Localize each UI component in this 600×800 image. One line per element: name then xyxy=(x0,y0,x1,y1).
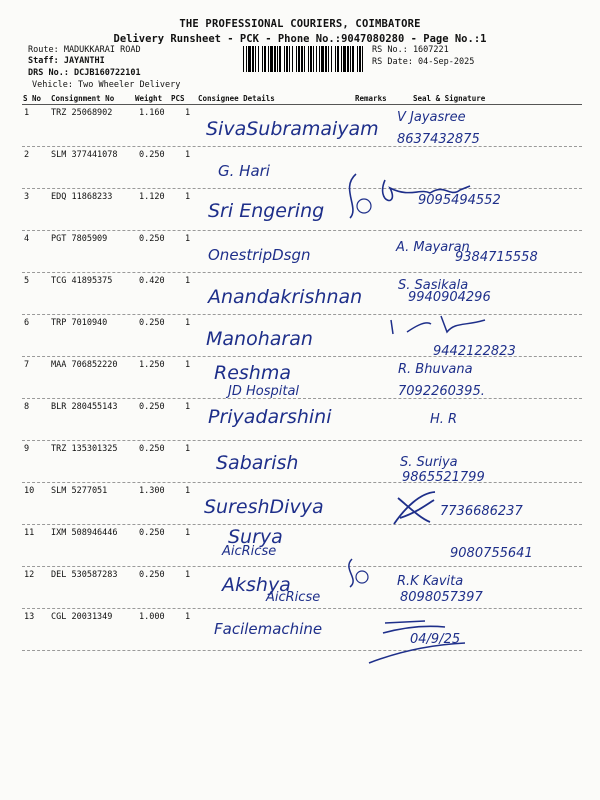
row-consignment-no: EDQ 11868233 xyxy=(51,192,113,202)
row-pcs: 1 xyxy=(185,234,191,244)
row-weight: 0.250 xyxy=(139,444,165,454)
row-receiver-phone-handwritten: 7736686237 xyxy=(440,504,523,519)
row-weight: 0.250 xyxy=(139,150,165,160)
rs-date: RS Date: 04-Sep-2025 xyxy=(372,57,475,67)
row-consignment-no: PGT 7805909 xyxy=(51,234,108,244)
row-sno: 6 xyxy=(24,318,30,328)
row-receiver-name-handwritten: R.K Kavita xyxy=(397,574,464,589)
row-weight: 0.250 xyxy=(139,528,165,538)
row-divider xyxy=(22,272,582,273)
barcode-image xyxy=(243,46,365,72)
row-consignee-line2-handwritten: JD Hospital xyxy=(228,384,300,399)
row-consignee-handwritten: Manoharan xyxy=(206,328,313,350)
signature-scribble-row13 xyxy=(365,615,475,670)
row-weight: 1.000 xyxy=(139,612,165,622)
row-weight: 1.120 xyxy=(139,192,165,202)
row-weight: 0.250 xyxy=(139,234,165,244)
row-consignment-no: TRZ 25068902 xyxy=(51,108,113,118)
row-consignment-no: TRZ 135301325 xyxy=(51,444,118,454)
row-divider xyxy=(22,440,582,441)
row-sno: 8 xyxy=(24,402,30,412)
row-consignee-handwritten: SivaSubramaiyam xyxy=(206,118,379,140)
row-weight: 0.250 xyxy=(139,318,165,328)
row-consignee-handwritten: G. Hari xyxy=(218,162,270,180)
row-receiver-phone-handwritten: 04/9/25 xyxy=(410,632,461,647)
row-sno: 11 xyxy=(24,528,35,538)
row-consignee-handwritten: SureshDivya xyxy=(204,496,324,518)
row-receiver-phone-handwritten: 9940904296 xyxy=(408,290,491,305)
row-sno: 7 xyxy=(24,360,30,370)
row-consignee-handwritten: Anandakrishnan xyxy=(208,286,363,308)
row-pcs: 1 xyxy=(185,444,191,454)
row-pcs: 1 xyxy=(185,192,191,202)
row-weight: 1.250 xyxy=(139,360,165,370)
col-weight: Weight xyxy=(135,94,163,103)
row-consignee-line2-handwritten: AicRicse xyxy=(222,544,277,559)
row-receiver-name-handwritten: A. Mayaran xyxy=(396,240,470,255)
row-sno: 12 xyxy=(24,570,35,580)
row-pcs: 1 xyxy=(185,402,191,412)
row-receiver-name-handwritten: S. Sasikala xyxy=(398,278,469,293)
row-sno: 2 xyxy=(24,150,30,160)
row-pcs: 1 xyxy=(185,612,191,622)
row-receiver-name-handwritten: H. R xyxy=(430,412,458,427)
row-consignment-no: SLM 377441078 xyxy=(51,150,118,160)
row-pcs: 1 xyxy=(185,276,191,286)
row-pcs: 1 xyxy=(185,486,191,496)
row-receiver-phone-handwritten: 9095494552 xyxy=(418,193,501,208)
row-consignee-handwritten: Akshya xyxy=(222,574,291,596)
runsheet-subtitle: Delivery Runsheet - PCK - Phone No.:9047080280 - Page No.:1 xyxy=(113,33,487,45)
row-divider xyxy=(22,482,582,483)
row-divider xyxy=(22,566,582,567)
row-divider xyxy=(22,650,582,651)
row-pcs: 1 xyxy=(185,528,191,538)
row-receiver-name-handwritten: V Jayasree xyxy=(397,110,466,125)
row-sno: 13 xyxy=(24,612,35,622)
route-label: Route: MADUKKARAI ROAD xyxy=(28,45,141,55)
col-consignment: Consignment No xyxy=(51,94,115,103)
row-consignment-no: BLR 280455143 xyxy=(51,402,118,412)
row-receiver-name-handwritten: S. Suriya xyxy=(400,455,458,470)
row-divider xyxy=(22,398,582,399)
row-sno: 10 xyxy=(24,486,35,496)
row-divider xyxy=(22,146,582,147)
row-consignee-handwritten: Priyadarshini xyxy=(208,406,332,428)
row-consignment-no: MAA 706852220 xyxy=(51,360,118,370)
row-weight: 0.250 xyxy=(139,570,165,580)
col-remarks: Remarks xyxy=(355,94,387,103)
row-consignee-handwritten: Reshma xyxy=(214,362,291,384)
row-pcs: 1 xyxy=(185,150,191,160)
col-sno: S No xyxy=(23,94,42,103)
company-title: THE PROFESSIONAL COURIERS, COIMBATORE xyxy=(179,18,421,30)
row-consignee-handwritten: OnestripDsgn xyxy=(208,246,311,264)
row-sno: 1 xyxy=(24,108,30,118)
row-consignment-no: TRP 7010940 xyxy=(51,318,108,328)
row-receiver-phone-handwritten: 7092260395. xyxy=(398,384,485,399)
row-sno: 4 xyxy=(24,234,30,244)
vehicle-label: Vehicle: Two Wheeler Delivery xyxy=(32,80,181,90)
drs-number: DRS No.: DCJB160722101 xyxy=(28,68,141,78)
row-divider xyxy=(22,230,582,231)
row-consignment-no: SLM 5277051 xyxy=(51,486,108,496)
row-consignee-handwritten: Sabarish xyxy=(216,452,299,474)
row-pcs: 1 xyxy=(185,318,191,328)
row-consignment-no: DEL 530587283 xyxy=(51,570,118,580)
row-receiver-phone-handwritten: 9080755641 xyxy=(450,546,533,561)
signature-scribble-row12 xyxy=(340,555,380,590)
col-consignee: Consignee Details xyxy=(198,94,275,103)
row-consignment-no: CGL 20031349 xyxy=(51,612,113,622)
row-sno: 5 xyxy=(24,276,30,286)
row-receiver-phone-handwritten: 8637432875 xyxy=(397,132,480,147)
row-consignee-line2-handwritten: AicRicse xyxy=(266,590,321,605)
staff-label: Staff: JAYANTHI xyxy=(28,56,105,66)
row-receiver-name-handwritten: R. Bhuvana xyxy=(398,362,473,377)
rs-number: RS No.: 1607221 xyxy=(372,45,449,55)
col-seal-signature: Seal & Signature xyxy=(413,94,486,103)
row-pcs: 1 xyxy=(185,108,191,118)
row-consignee-handwritten: Facilemachine xyxy=(214,620,323,638)
row-consignment-no: IXM 508946446 xyxy=(51,528,118,538)
row-consignment-no: TCG 41895375 xyxy=(51,276,113,286)
row-sno: 3 xyxy=(24,192,30,202)
col-pcs: PCS xyxy=(171,94,185,103)
row-receiver-phone-handwritten: 9442122823 xyxy=(433,344,516,359)
signature-scribble-row3 xyxy=(330,168,570,228)
signature-scribble-row6 xyxy=(385,310,505,340)
row-receiver-phone-handwritten: 9865521799 xyxy=(402,470,485,485)
row-consignee-handwritten: Sri Engering xyxy=(208,200,325,222)
row-weight: 0.420 xyxy=(139,276,165,286)
row-divider xyxy=(22,524,582,525)
row-weight: 0.250 xyxy=(139,402,165,412)
row-divider xyxy=(22,608,582,609)
row-receiver-phone-handwritten: 8098057397 xyxy=(400,590,483,605)
header-rule xyxy=(22,104,582,105)
signature-scribble-row10 xyxy=(390,488,440,528)
row-consignee-handwritten: Surya xyxy=(228,526,283,548)
row-weight: 1.160 xyxy=(139,108,165,118)
row-receiver-phone-handwritten: 9384715558 xyxy=(455,250,538,265)
row-sno: 9 xyxy=(24,444,30,454)
row-pcs: 1 xyxy=(185,360,191,370)
row-weight: 1.300 xyxy=(139,486,165,496)
row-pcs: 1 xyxy=(185,570,191,580)
